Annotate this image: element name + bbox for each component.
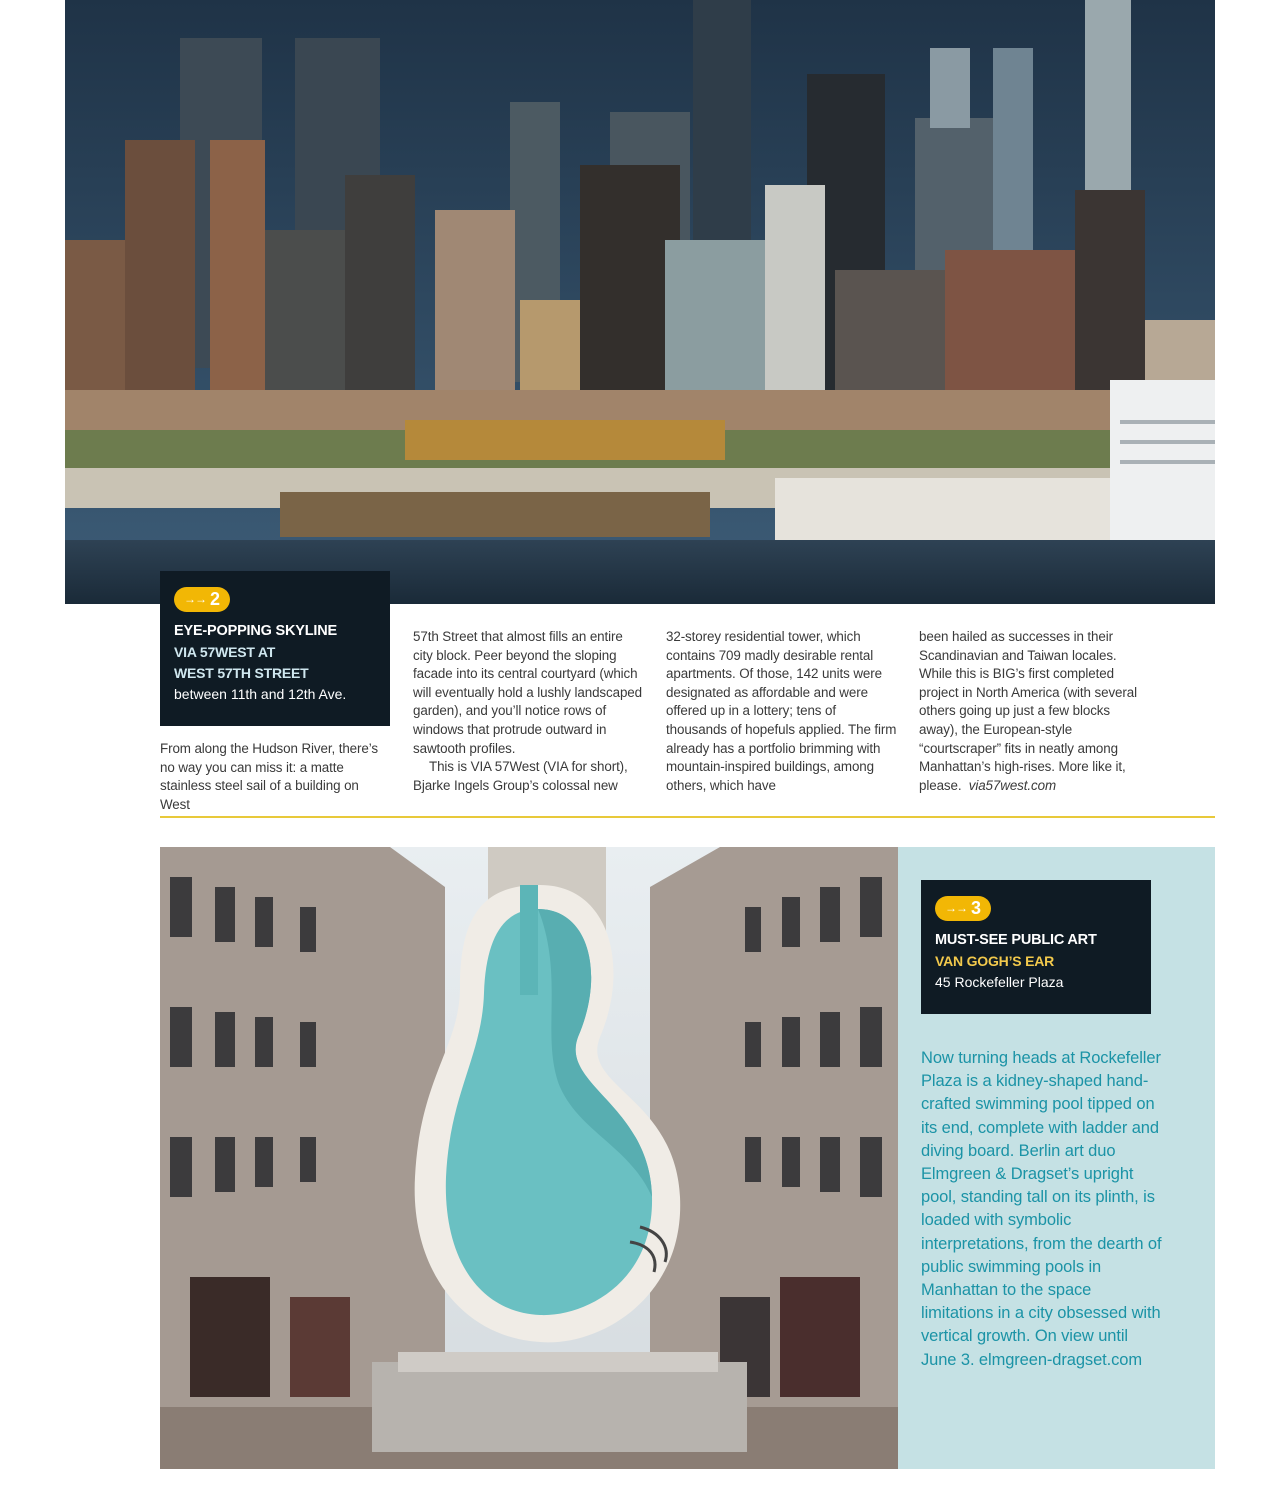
article-column-2 <box>413 628 645 795</box>
column-4-text <box>919 628 1151 795</box>
label-subtitle-1: VIA 57WEST AT <box>174 644 276 660</box>
public-art-body: Now turning heads at Rockefeller Plaza is a kidney-shaped hand-crafted swimming pool tipped on its end, complete with ladder and diving board. Berlin art duo Elmgreen & Dragset’s upright pool, standing tall on its plinth, is loaded with symbolic interpretations, from the dearth of public swimming pools in Manhattan to the space limitations in a city obsessed with vertical growth. On view until June 3. <box>921 1049 1162 1369</box>
arrows-icon: →→ <box>184 592 206 606</box>
label-subtitle: VAN GOGH’S EAR <box>935 953 1055 969</box>
public-art-text <box>921 1047 1166 1372</box>
number-badge <box>935 896 991 921</box>
skyline-photo <box>65 0 1215 604</box>
arrows-icon: →→ <box>945 901 967 915</box>
article-column-3 <box>666 628 898 795</box>
label-location: between 11th and 12th Ave. <box>174 686 347 702</box>
column-1-text: From along the Hudson River, there’s no way you can miss it: a matte stainless steel sail of a building on West <box>160 741 378 812</box>
label-title: MUST-SEE PUBLIC ART <box>935 932 1097 948</box>
website-link[interactable]: via57west.com <box>968 777 1056 793</box>
label-location: 45 Rockefeller Plaza <box>935 974 1064 990</box>
column-3-text: 32-storey residential tower, which contains 709 madly desirable rental apartments. Of those, 142 units were designated as affordable and were offered up in a lottery; tens of thousands of hopefuls applied. The firm already has a portfolio brimming with mountain-inspired buildings, among others, which have <box>666 629 897 793</box>
label-subtitle-2: WEST 57TH STREET <box>174 665 309 681</box>
pool-sculpture-photo <box>160 847 898 1469</box>
column-2-paragraph-1: 57th Street that almost fills an entire city block. Peer beyond the sloping facade into its central courtyard (which will eventually hold a lushly landscaped garden), and you’ll notice rows of windows that protrude outward in sawtooth profiles. <box>413 629 642 756</box>
column-4-body: been hailed as successes in their Scandinavian and Taiwan locales. While this is BIG’s first completed project in North America (with several others going up just a few blocks away), the European-style “courtscraper” fits in neatly among Manhattan’s high-rises. More like it, please. <box>919 629 1137 793</box>
number-badge <box>174 587 230 612</box>
label-box-skyline <box>160 571 390 726</box>
badge-number: 2 <box>210 589 221 609</box>
article-column-1 <box>160 740 392 814</box>
label-title: EYE-POPPING SKYLINE <box>174 623 337 639</box>
badge-number: 3 <box>971 898 982 918</box>
website-link[interactable]: elmgreen-dragset.com <box>978 1350 1142 1369</box>
label-box-public-art <box>921 880 1151 1014</box>
column-2-paragraph-2: This is VIA 57West (VIA for short), Bjarke Ingels Group’s colossal new <box>413 759 628 793</box>
section-divider <box>160 816 1215 818</box>
article-column-4 <box>919 628 1151 795</box>
